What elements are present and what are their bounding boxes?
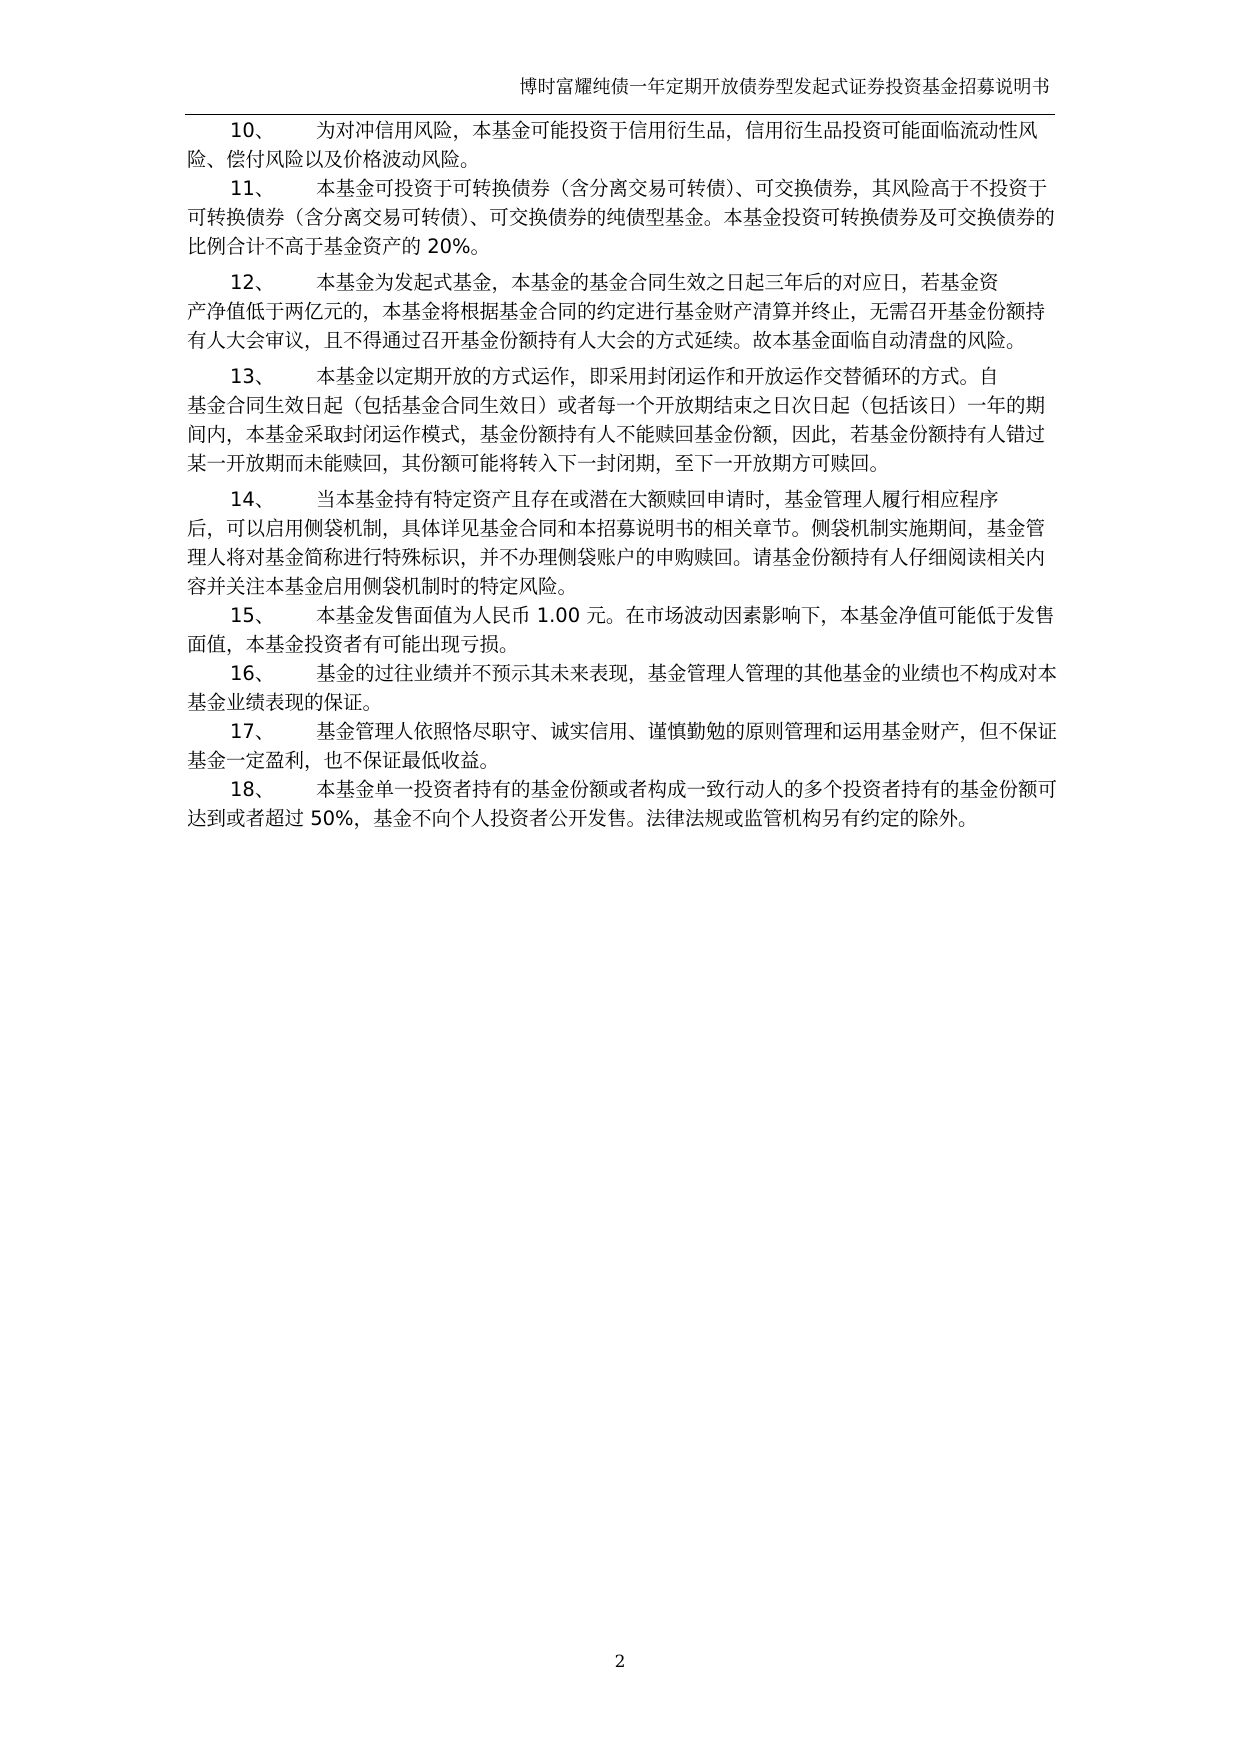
item-number: 11、 bbox=[230, 177, 275, 200]
item-number: 16、 bbox=[230, 662, 275, 685]
item-number: 17、 bbox=[230, 720, 275, 743]
risk-item-11 bbox=[187, 174, 1062, 261]
item-text: 基金的过往业绩并不预示其未来表现，基金管理人管理的其他基金的业绩也不构成对本基金业绩表现的保证。 bbox=[187, 662, 1058, 714]
header-divider bbox=[185, 114, 1055, 115]
risk-item-15 bbox=[187, 601, 1062, 659]
document-body bbox=[187, 116, 1062, 833]
item-text: 本基金以定期开放的方式运作，即采用封闭运作和开放运作交替循环的方式。自 bbox=[316, 365, 999, 388]
item-continuation: 产净值低于两亿元的，本基金将根据基金合同的约定进行基金财产清算并终止，无需召开基金份额持有人大会审议，且不得通过召开基金份额持有人大会的方式延续。故本基金面临自动清盘的风险。 bbox=[187, 300, 1046, 352]
risk-item-14 bbox=[187, 485, 1062, 601]
item-text: 本基金为发起式基金，本基金的基金合同生效之日起三年后的对应日，若基金资 bbox=[316, 271, 999, 294]
item-number: 10、 bbox=[230, 119, 275, 142]
page-number: 2 bbox=[614, 1652, 626, 1672]
risk-item-17 bbox=[187, 717, 1062, 775]
item-text: 当本基金持有特定资产且存在或潜在大额赎回申请时，基金管理人履行相应程序 bbox=[316, 488, 999, 511]
item-text: 为对冲信用风险，本基金可能投资于信用衍生品，信用衍生品投资可能面临流动性风险、偿付风险以及价格波动风险。 bbox=[187, 119, 1038, 171]
risk-item-16 bbox=[187, 659, 1062, 717]
item-continuation: 基金合同生效日起（包括基金合同生效日）或者每一个开放期结束之日次日起（包括该日）一年的期间内，本基金采取封闭运作模式，基金份额持有人不能赎回基金份额，因此，若基金份额持有人错过某一开放期而未能赎回，其份额可能将转入下一封闭期，至下一开放期方可赎回。 bbox=[187, 394, 1046, 475]
item-number: 18、 bbox=[230, 778, 275, 801]
item-continuation: 后，可以启用侧袋机制，具体详见基金合同和本招募说明书的相关章节。侧袋机制实施期间，基金管理人将对基金简称进行特殊标识，并不办理侧袋账户的申购赎回。请基金份额持有人仔细阅读相关内容并关注本基金启用侧袋机制时的特定风险。 bbox=[187, 517, 1046, 598]
risk-item-12 bbox=[187, 268, 1062, 355]
item-text: 本基金单一投资者持有的基金份额或者构成一致行动人的多个投资者持有的基金份额可达到或者超过 50%，基金不向个人投资者公开发售。法律法规或监管机构另有约定的除外。 bbox=[187, 778, 1058, 830]
item-text: 基金管理人依照恪尽职守、诚实信用、谨慎勤勉的原则管理和运用基金财产，但不保证基金一定盈利，也不保证最低收益。 bbox=[187, 720, 1058, 772]
risk-item-18 bbox=[187, 775, 1062, 833]
item-number: 14、 bbox=[230, 488, 275, 511]
risk-item-13 bbox=[187, 362, 1062, 478]
item-number: 12、 bbox=[230, 271, 275, 294]
page-header-title: 博时富耀纯债一年定期开放债券型发起式证券投资基金招募说明书 bbox=[519, 77, 1050, 98]
risk-item-10 bbox=[187, 116, 1062, 174]
item-number: 15、 bbox=[230, 604, 275, 627]
item-text: 本基金可投资于可转换债券（含分离交易可转债）、可交换债券，其风险高于不投资于可转换债券（含分离交易可转债）、可交换债券的纯债型基金。本基金投资可转换债券及可交换债券的比例合计不高于基金资产的 20%。 bbox=[187, 177, 1055, 258]
item-number: 13、 bbox=[230, 365, 275, 388]
item-text: 本基金发售面值为人民币 1.00 元。在市场波动因素影响下，本基金净值可能低于发售面值，本基金投资者有可能出现亏损。 bbox=[187, 604, 1055, 656]
